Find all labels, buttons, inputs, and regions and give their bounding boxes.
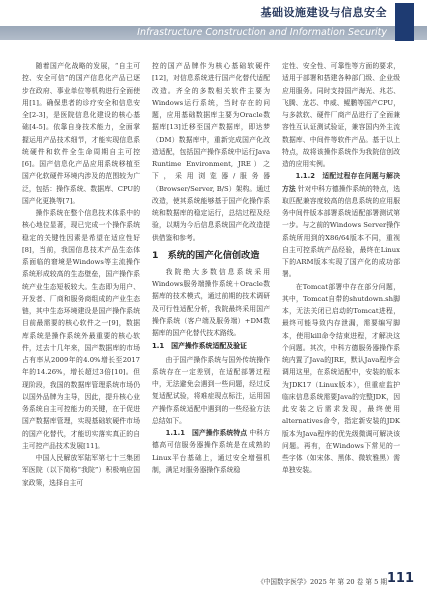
page-header <box>0 0 427 46</box>
paragraph: 在Tomcat部署中存在部分问题，其中，Tomcat自带的shutdown.sh脚本，无法关闭已启动的Tomcat进程，最终可能导致内存泄漏，需要编写脚本，使用kill命令结束进程，才解决这个问题。其次，中科方德服务器操作系统内置了Java的JRE，默认Java程序会调用这里，在系统适配中，安装的版本为JDK17（Linux版本），但重症监护临床信息系统需要Java的完整JDK，因此安装之后需求发现，最终使用alternatives命令，指定新安装的JDK版本为Java程序的优先级微调可解决该问题。再有，在Windows下常见的一些字体（如宋体、黑体、微软雅黑）需单独安装。 <box>282 282 400 475</box>
paragraph: 我院绝大多数信息系统采用Windows服务端操作系统＋Oracle数据库的技术模式，通过前期的技术调研及可行性适配分析，我院最终采用国产操作系统（客户端及服务端）+DM数据库的国产化替代技术路线。 <box>152 267 270 337</box>
paragraph: 随着国产化战略的发展，“自主可控、安全可信”的国产信息化产品已逐步在政府、事业单位等机构进行全面使用[1]。确保患者的诊疗安全和信息安全[2-3]，是医院信息化建设的核心基础[4-5]。依靠自身技术能力，全面掌握运用产品技术细节，才能实现信息系统硬件和软件全生命周期自主可控[6]。国产信息化产品应用系统移植至国产化软硬件环境内涉及的范围较为广泛，包括：操作系统、数据库、CPU的国产化更换等[7]。 <box>22 62 140 205</box>
paragraph: 操作系统在整个信息技术体系中的核心地位显著，现已完成一个操作系统稳定的关键性因素是希望在适应性好[8]，当前，我国信息技术产品生态体系面临的窘境是Windows等主流操作系统形成较高的生态壁垒，国产操作系统产业生态短板较大。生态即为用户、开发者、厂商和服务商组成的产业生态链，其中生态环境建设是国产操作系统目前最需要的核心软件之一[9]，数据库系统是操作系统外最重要的核心软件，过去十几年来，国产数据库的市场占有率从2009年的4.0%增长至2017年的14.26%，增长超过3倍[10]。但现阶段，我国的数据库管理系统市场仍以国外品牌为主导，因此，提升核心业务系统自主可控能力的关键，在于促进国产数据库管理，实现基础软硬件市场的国产化替代，才能切实落实真正的自主可控产品技术发展[11]。 <box>22 209 140 450</box>
text-column-2 <box>152 60 270 476</box>
header-color-block <box>395 3 414 41</box>
paragraph <box>282 170 400 280</box>
subsubsection-heading: 1.1.1 国产操作系统特点 <box>165 429 248 437</box>
paragraph-text: 针对中科方德操作系统的特点，选取匹配兼容度较高的信息系统的应用服务中间件版本部署系统适配部署测试第一步。与之前的Windows Server操作系统所用到的X86/64版本不同，重视自主可控系统产品经验，最终在Linux下的ARM版本实现了国产化的成功部署。 <box>282 184 401 279</box>
paragraph: 控的国产品牌作为核心基础软硬件[12]，对信息系统进行国产化替代适配改造。齐全的多数相关软件主要为Windows运行系统，当时存在的问题，应用基础数据库主要为Oracle数据库[13]迁移至国产数据库，即达梦（DM）数据库中，重新完成国产化改造适配，包括国产操作系统中运行Java Runtime Environment, JRE）之下，采用浏览器/服务器（Browser/Server, B/S）架构。通过改造，使其系统能够基于国产化操作系统和数据库的稳定运行，总结过程及经验，以期为今后信息系统国产化改造提供借鉴和参考。 <box>152 62 270 242</box>
text-column-1 <box>22 60 140 489</box>
paragraph-text: 中科方德高可信服务器操作系统是在成熟的Linux平台基础上，通过安全增强机制，满足对服务器操作系统稳 <box>152 429 270 474</box>
paragraph <box>152 427 270 476</box>
subsection-heading: 1.1 国产操作系统适配及验证 <box>152 342 247 351</box>
section-title-cn: 基础设施建设与信息安全 <box>260 6 387 19</box>
journal-citation: 《中国数字医学》2025 年 第 20 卷 第 5 期 <box>257 578 387 586</box>
paragraph: 由于国产操作系统与国外传统操作系统存在一定差别，在适配部署过程中，无法避免会遇到一些问题，经过反复适配试验，将难症现点标注，运用国产操作系统适配中遇到的一些经验方法总结如下。 <box>152 355 270 425</box>
section-heading: 1 系统的国产化信创改造 <box>152 249 260 261</box>
page-number: 111 <box>386 571 414 586</box>
paragraph: 定性、安全性、可靠性等方面的要求，适用于部署和搭建各种部门级、企业级应用服务。同时支持国产海光、兆芯、飞腾、龙芯、申威、鲲鹏等国产CPU，与多款软、硬件厂商产品进行了全面兼容性互认证测试验证，兼容国内外主流数据库、中间件等软件产品。基于以上特点，故将该操作系统作为我院信创改造的应用实例。 <box>282 62 400 168</box>
subsubsection-heading: 1.1.2 适配过程存在问题与解决方法 <box>282 172 400 193</box>
text-column-3 <box>282 60 400 477</box>
section-title-en: Infrastructure Construction and Information Security <box>137 27 387 38</box>
paragraph: 中国人民解放军陆军第七十三集团军医院（以下简称“我院”）积极响应国家政策，选择自主可 <box>22 454 140 487</box>
page-footer <box>0 570 427 594</box>
